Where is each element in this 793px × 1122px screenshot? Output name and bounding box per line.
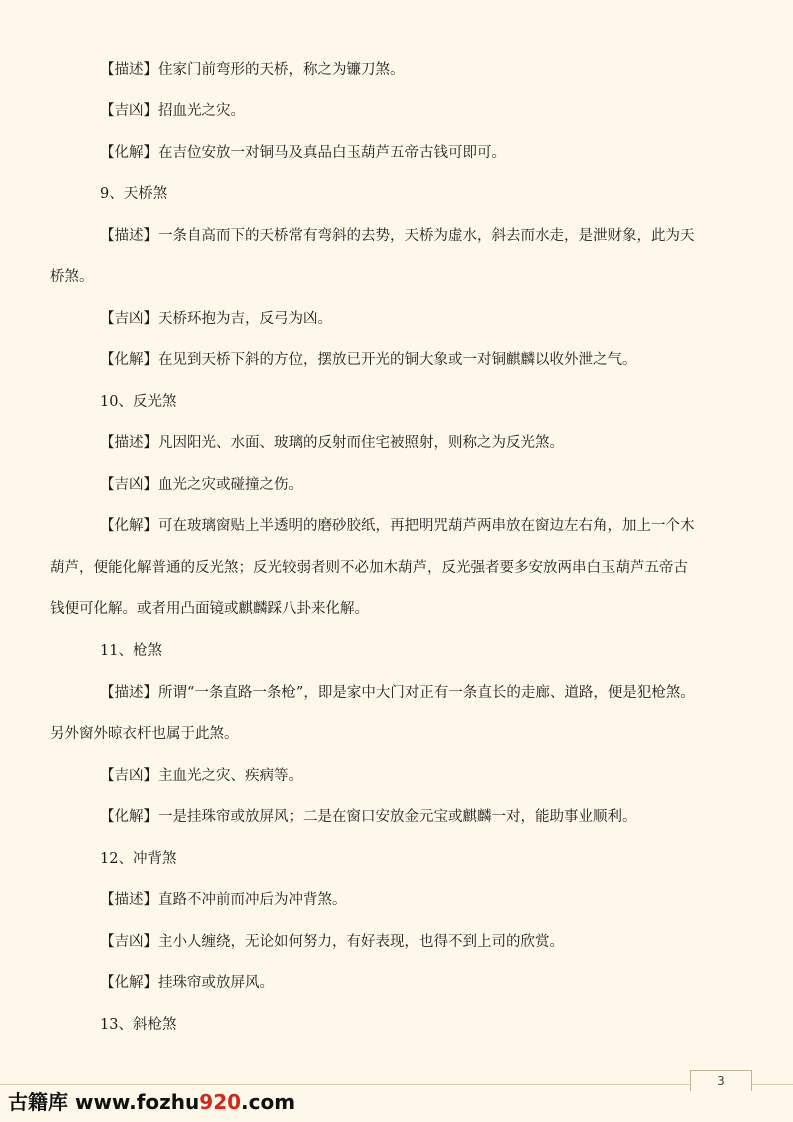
site-watermark	[8, 1087, 295, 1117]
page-number: 3	[690, 1070, 752, 1091]
paragraph-line: 【描述】一条自高而下的天桥常有弯斜的去势，天桥为虚水，斜去而水走，是泄财象，此为天	[100, 228, 695, 244]
watermark-url-suffix: .com	[241, 1090, 296, 1114]
watermark-url-number: 920	[199, 1090, 242, 1114]
paragraph-line: 【吉凶】主血光之灾、疾病等。	[100, 768, 303, 784]
paragraph-line: 【化解】在吉位安放一对铜马及真品白玉葫芦五帝古钱可即可。	[100, 145, 506, 161]
section-heading: 11、枪煞	[100, 643, 162, 659]
section-heading: 13、斜枪煞	[100, 1017, 177, 1033]
paragraph-line: 【吉凶】招血光之灾。	[100, 103, 245, 119]
paragraph-line: 【化解】挂珠帘或放屏风。	[100, 975, 274, 991]
watermark-url-prefix: www.fozhu	[74, 1090, 200, 1114]
paragraph-line: 【吉凶】主小人缠绕，无论如何努力，有好表现，也得不到上司的欣赏。	[100, 934, 564, 950]
section-heading: 12、冲背煞	[100, 851, 177, 867]
paragraph-line: 【描述】直路不冲前而冲后为冲背煞。	[100, 892, 347, 908]
paragraph-line: 【描述】住家门前弯形的天桥，称之为镰刀煞。	[100, 62, 405, 78]
paragraph-line: 【描述】所谓“一条直路一条枪”，即是家中大门对正有一条直长的走廊、道路，便是犯枪煞。	[100, 685, 695, 701]
paragraph-line: 【描述】凡因阳光、水面、玻璃的反射而住宅被照射，则称之为反光煞。	[100, 435, 564, 451]
section-heading: 10、反光煞	[100, 394, 177, 410]
paragraph-line: 【化解】可在玻璃窗贴上半透明的磨砂胶纸，再把明咒葫芦两串放在窗边左右角，加上一个木	[100, 518, 695, 534]
paragraph-line: 【化解】一是挂珠帘或放屏风；二是在窗口安放金元宝或麒麟一对，能助事业顺利。	[100, 809, 637, 825]
watermark-name: 古籍库	[8, 1090, 68, 1114]
paragraph-line: 桥煞。	[50, 269, 94, 285]
footer-divider	[0, 1084, 793, 1085]
paragraph-line: 【吉凶】血光之灾或碰撞之伤。	[100, 477, 303, 493]
paragraph-line: 另外窗外晾衣杆也属于此煞。	[50, 726, 239, 742]
paragraph-line: 【化解】在见到天桥下斜的方位，摆放已开光的铜大象或一对铜麒麟以收外泄之气。	[100, 352, 637, 368]
paragraph-line: 【吉凶】天桥环抱为吉，反弓为凶。	[100, 311, 332, 327]
section-heading: 9、天桥煞	[100, 186, 168, 202]
paragraph-line: 葫芦，便能化解普通的反光煞；反光较弱者则不必加木葫芦，反光强者要多安放两串白玉葫芦五帝古	[50, 560, 688, 576]
paragraph-line: 钱便可化解。或者用凸面镜或麒麟踩八卦来化解。	[50, 601, 369, 617]
